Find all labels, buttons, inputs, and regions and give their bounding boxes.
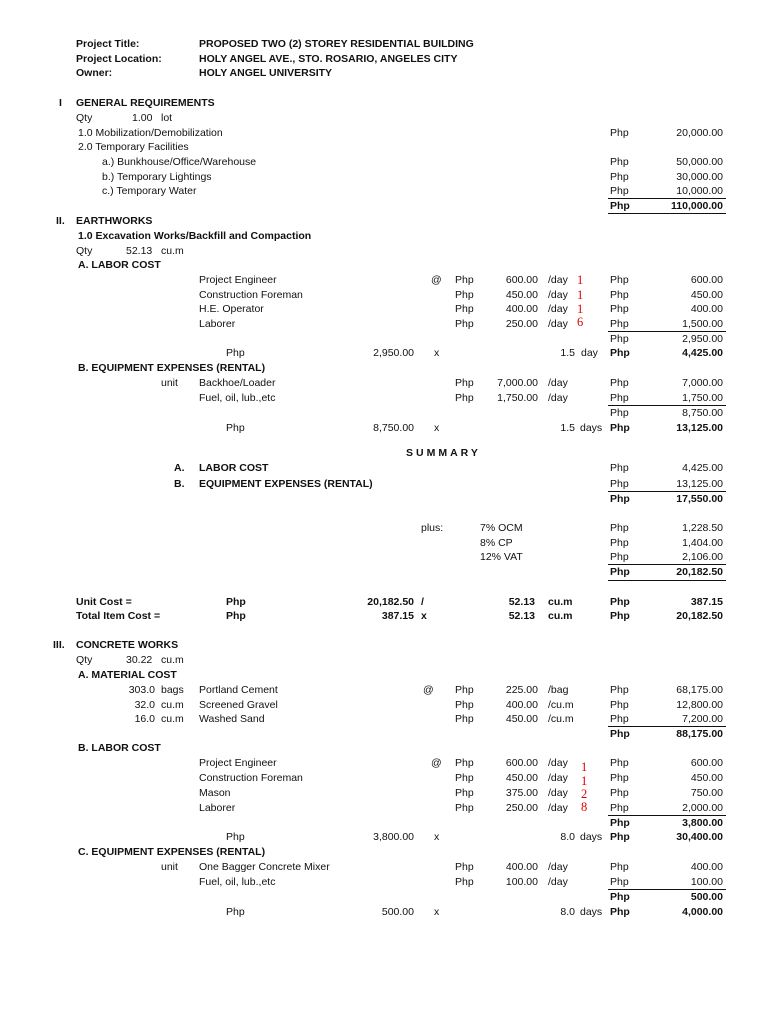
labor-name: Project Engineer <box>199 757 277 769</box>
section-1-title: GENERAL REQUIREMENTS <box>76 97 215 109</box>
section-2-subtitle: 1.0 Excavation Works/Backfill and Compaction <box>78 230 312 242</box>
section-3-title: CONCRETE WORKS <box>76 639 179 651</box>
summary-title: SUMMARY <box>406 447 481 459</box>
material-qty: 32.0 <box>134 699 155 711</box>
times-sign: x <box>434 347 440 359</box>
per-day: /day <box>548 787 568 799</box>
labor-rate: 450.00 <box>505 772 538 784</box>
equipment-subtotal: 500.00 <box>690 891 723 903</box>
summary-grand-total: 20,182.50 <box>676 566 723 578</box>
project-title-value: PROPOSED TWO (2) STOREY RESIDENTIAL BUILDING <box>199 38 474 50</box>
per-day: /day <box>548 392 568 404</box>
material-name: Portland Cement <box>199 684 278 696</box>
currency-label: Php <box>455 802 474 814</box>
currency-label: Php <box>610 817 630 829</box>
per-day: /day <box>548 318 568 330</box>
currency-label: Php <box>610 347 630 359</box>
vat-amount: 2,106.00 <box>682 551 723 563</box>
labor-amount: 450.00 <box>690 289 723 301</box>
material-rate: 225.00 <box>505 684 538 696</box>
labor-rate: 250.00 <box>505 318 538 330</box>
unit-cost-base: 20,182.50 <box>367 596 414 608</box>
material-name: Washed Sand <box>199 713 265 725</box>
mobilization-amount: 20,000.00 <box>676 127 723 139</box>
divider <box>608 331 726 332</box>
currency-label: Php <box>455 377 474 389</box>
currency-label: Php <box>610 289 629 301</box>
equipment-expenses-title: B. EQUIPMENT EXPENSES (RENTAL) <box>78 362 266 374</box>
divider <box>608 198 726 199</box>
currency-label: Php <box>455 684 474 696</box>
currency-label: Php <box>455 699 474 711</box>
section-3-qty: 30.22 <box>126 654 153 666</box>
section-3-number: III. <box>53 639 65 651</box>
mobilization-item: 1.0 Mobilization/Demobilization <box>78 127 223 139</box>
labor-count-mark: 1 <box>577 273 584 287</box>
currency-label: Php <box>226 422 245 434</box>
equipment-total: 4,000.00 <box>682 906 723 918</box>
labor-subtotal: 2,950.00 <box>682 333 723 345</box>
labor-rate: 600.00 <box>505 757 538 769</box>
equipment-name: Fuel, oil, lub.,etc <box>199 392 276 404</box>
material-unit: bags <box>161 684 184 696</box>
currency-label: Php <box>226 906 245 918</box>
times-sign: x <box>434 831 440 843</box>
day-unit: day <box>581 347 598 359</box>
total-item-cost-qty-unit: cu.m <box>548 610 573 622</box>
currency-label: Php <box>610 757 629 769</box>
material-qty: 16.0 <box>134 713 155 725</box>
labor-rate: 375.00 <box>505 787 538 799</box>
labor-name: H.E. Operator <box>199 303 264 315</box>
currency-label: Php <box>610 185 629 197</box>
summary-labor-label: LABOR COST <box>199 462 269 474</box>
ocm-label: 7% OCM <box>480 522 523 534</box>
currency-label: Php <box>610 493 630 505</box>
labor-amount: 450.00 <box>690 772 723 784</box>
labor-name: Construction Foreman <box>199 772 303 784</box>
unit-label: unit <box>161 861 178 873</box>
qty-label: Qty <box>76 654 93 666</box>
summary-equipment-label: EQUIPMENT EXPENSES (RENTAL) <box>199 478 373 490</box>
labor-count-mark: 8 <box>581 800 588 814</box>
per-day: /day <box>548 772 568 784</box>
per-day: /day <box>548 861 568 873</box>
summary-labor-amount: 4,425.00 <box>682 462 723 474</box>
material-rate: 400.00 <box>505 699 538 711</box>
cp-amount: 1,404.00 <box>682 537 723 549</box>
per-day: /day <box>548 303 568 315</box>
divide-sign: / <box>421 596 424 608</box>
labor-total: 30,400.00 <box>676 831 723 843</box>
days-unit: days <box>580 831 603 843</box>
labor-count-mark: 2 <box>581 787 588 801</box>
material-unit: cu.m <box>161 713 184 725</box>
labor-subtotal: 3,800.00 <box>682 817 723 829</box>
currency-label: Php <box>610 522 629 534</box>
material-per: /bag <box>548 684 569 696</box>
water-item: c.) Temporary Water <box>102 185 197 197</box>
days-unit: days <box>580 422 603 434</box>
labor-name: Project Engineer <box>199 274 277 286</box>
labor-count-mark: 1 <box>581 774 588 788</box>
equipment-days: 1.5 <box>560 422 575 434</box>
currency-label: Php <box>610 787 629 799</box>
currency-label: Php <box>610 422 630 434</box>
owner-value: HOLY ANGEL UNIVERSITY <box>199 67 333 79</box>
divider <box>608 580 726 581</box>
currency-label: Php <box>455 713 474 725</box>
currency-label: Php <box>610 728 630 740</box>
equipment-calc-base: 500.00 <box>381 906 414 918</box>
temporary-facilities-item: 2.0 Temporary Facilities <box>78 141 189 153</box>
currency-label: Php <box>455 876 474 888</box>
labor-amount: 600.00 <box>690 274 723 286</box>
labor-amount: 750.00 <box>690 787 723 799</box>
currency-label: Php <box>610 333 629 345</box>
divider <box>608 564 726 565</box>
per-day: /day <box>548 377 568 389</box>
currency-label: Php <box>610 861 629 873</box>
per-day: /day <box>548 289 568 301</box>
equipment-total: 13,125.00 <box>676 422 723 434</box>
currency-label: Php <box>610 596 630 608</box>
lightings-item: b.) Temporary Lightings <box>102 171 212 183</box>
equipment-rate: 7,000.00 <box>497 377 538 389</box>
labor-name: Laborer <box>199 802 236 814</box>
total-item-cost-base: 387.15 <box>381 610 414 622</box>
per-day: /day <box>548 802 568 814</box>
equipment-name: Backhoe/Loader <box>199 377 276 389</box>
labor-count-mark: 1 <box>581 760 588 774</box>
currency-label: Php <box>610 392 629 404</box>
material-per: /cu.m <box>548 713 574 725</box>
ocm-amount: 1,228.50 <box>682 522 723 534</box>
equipment-amount: 100.00 <box>690 876 723 888</box>
currency-label: Php <box>455 318 474 330</box>
equipment-amount: 1,750.00 <box>682 392 723 404</box>
section-2-qty: 52.13 <box>126 245 153 257</box>
currency-label: Php <box>610 802 629 814</box>
labor-calc-base: 3,800.00 <box>373 831 414 843</box>
project-location-label: Project Location: <box>76 53 162 65</box>
owner-label: Owner: <box>76 67 113 79</box>
total-item-cost-label: Total Item Cost = <box>76 610 161 622</box>
labor-count-mark: 6 <box>577 315 584 329</box>
unit-cost-label: Unit Cost = <box>76 596 132 608</box>
equipment-days: 8.0 <box>560 906 575 918</box>
labor-name: Construction Foreman <box>199 289 303 301</box>
section-2-number: II. <box>56 215 65 227</box>
labor-amount: 2,000.00 <box>682 802 723 814</box>
equipment-rate: 100.00 <box>505 876 538 888</box>
section-1-number: I <box>59 97 62 109</box>
material-amount: 7,200.00 <box>682 713 723 725</box>
section-3-qty-unit: cu.m <box>161 654 184 666</box>
qty-label: Qty <box>76 245 93 257</box>
at-sign: @ <box>431 757 442 769</box>
currency-label: Php <box>610 610 630 622</box>
currency-label: Php <box>610 156 629 168</box>
equipment-name: Fuel, oil, lub.,etc <box>199 876 276 888</box>
equipment-amount: 400.00 <box>690 861 723 873</box>
unit-cost-value: 387.15 <box>690 596 723 608</box>
labor-days: 8.0 <box>560 831 575 843</box>
currency-label: Php <box>610 891 630 903</box>
divider <box>608 726 726 727</box>
per-day: /day <box>548 274 568 286</box>
equipment-expenses-title: C. EQUIPMENT EXPENSES (RENTAL) <box>78 846 266 858</box>
equipment-rate: 400.00 <box>505 861 538 873</box>
labor-total: 4,425.00 <box>682 347 723 359</box>
currency-label: Php <box>610 566 630 578</box>
labor-amount: 600.00 <box>690 757 723 769</box>
currency-label: Php <box>610 200 630 212</box>
per-day: /day <box>548 876 568 888</box>
plus-label: plus: <box>421 522 444 534</box>
unit-cost-qty-unit: cu.m <box>548 596 573 608</box>
labor-cost-title: A. LABOR COST <box>78 259 161 271</box>
currency-label: Php <box>455 274 474 286</box>
material-total: 88,175.00 <box>676 728 723 740</box>
divider <box>608 405 726 406</box>
times-sign: x <box>421 610 427 622</box>
divider <box>608 889 726 890</box>
currency-label: Php <box>610 551 629 563</box>
labor-count-mark: 1 <box>577 288 584 302</box>
currency-label: Php <box>610 906 630 918</box>
currency-label: Php <box>610 462 629 474</box>
summary-equipment-amount: 13,125.00 <box>676 478 723 490</box>
material-amount: 68,175.00 <box>676 684 723 696</box>
currency-label: Php <box>610 407 629 419</box>
currency-label: Php <box>610 127 629 139</box>
currency-label: Php <box>610 537 629 549</box>
unit-label: unit <box>161 377 178 389</box>
section-2-qty-unit: cu.m <box>161 245 184 257</box>
currency-label: Php <box>610 699 629 711</box>
section-1-total: 110,000.00 <box>671 200 723 212</box>
labor-cost-title: B. LABOR COST <box>78 742 161 754</box>
summary-b-letter: B. <box>174 478 185 490</box>
times-sign: x <box>434 422 440 434</box>
currency-label: Php <box>455 392 474 404</box>
total-item-cost-value: 20,182.50 <box>676 610 723 622</box>
labor-amount: 400.00 <box>690 303 723 315</box>
currency-label: Php <box>455 757 474 769</box>
material-qty: 303.0 <box>128 684 155 696</box>
material-cost-title: A. MATERIAL COST <box>78 669 177 681</box>
labor-name: Mason <box>199 787 231 799</box>
divider <box>608 491 726 492</box>
material-amount: 12,800.00 <box>676 699 723 711</box>
project-location-value: HOLY ANGEL AVE., STO. ROSARIO, ANGELES CITY <box>199 53 458 65</box>
currency-label: Php <box>610 318 629 330</box>
currency-label: Php <box>610 772 629 784</box>
cp-label: 8% CP <box>480 537 513 549</box>
section-2-title: EARTHWORKS <box>76 215 153 227</box>
unit-cost-qty: 52.13 <box>508 596 535 608</box>
equipment-amount: 7,000.00 <box>682 377 723 389</box>
total-item-cost-qty: 52.13 <box>508 610 535 622</box>
equipment-rate: 1,750.00 <box>497 392 538 404</box>
currency-label: Php <box>226 347 245 359</box>
currency-label: Php <box>610 684 629 696</box>
per-day: /day <box>548 757 568 769</box>
currency-label: Php <box>455 772 474 784</box>
at-sign: @ <box>423 684 434 696</box>
material-unit: cu.m <box>161 699 184 711</box>
at-sign: @ <box>431 274 442 286</box>
labor-days: 1.5 <box>560 347 575 359</box>
currency-label: Php <box>455 861 474 873</box>
material-name: Screened Gravel <box>199 699 278 711</box>
qty-label: Qty <box>76 112 93 124</box>
labor-rate: 600.00 <box>505 274 538 286</box>
labor-name: Laborer <box>199 318 236 330</box>
currency-label: Php <box>226 831 245 843</box>
currency-label: Php <box>610 377 629 389</box>
currency-label: Php <box>226 596 246 608</box>
project-title-label: Project Title: <box>76 38 140 50</box>
equipment-name: One Bagger Concrete Mixer <box>199 861 330 873</box>
section-1-qty: 1.00 <box>132 112 153 124</box>
currency-label: Php <box>455 289 474 301</box>
currency-label: Php <box>610 274 629 286</box>
labor-rate: 450.00 <box>505 289 538 301</box>
vat-label: 12% VAT <box>480 551 523 563</box>
labor-rate: 400.00 <box>505 303 538 315</box>
currency-label: Php <box>610 713 629 725</box>
currency-label: Php <box>455 787 474 799</box>
labor-count-mark: 1 <box>577 302 584 316</box>
currency-label: Php <box>610 303 629 315</box>
summary-subtotal: 17,550.00 <box>676 493 723 505</box>
equipment-calc-base: 8,750.00 <box>373 422 414 434</box>
days-unit: days <box>580 906 603 918</box>
currency-label: Php <box>226 610 246 622</box>
summary-a-letter: A. <box>174 462 185 474</box>
bunkhouse-amount: 50,000.00 <box>676 156 723 168</box>
currency-label: Php <box>610 478 629 490</box>
divider <box>608 815 726 816</box>
currency-label: Php <box>610 876 629 888</box>
labor-amount: 1,500.00 <box>682 318 723 330</box>
currency-label: Php <box>455 303 474 315</box>
equipment-subtotal: 8,750.00 <box>682 407 723 419</box>
material-rate: 450.00 <box>505 713 538 725</box>
currency-label: Php <box>610 831 630 843</box>
divider <box>608 213 726 214</box>
section-1-qty-unit: lot <box>161 112 173 124</box>
labor-rate: 250.00 <box>505 802 538 814</box>
bunkhouse-item: a.) Bunkhouse/Office/Warehouse <box>102 156 257 168</box>
water-amount: 10,000.00 <box>676 185 723 197</box>
labor-calc-base: 2,950.00 <box>373 347 414 359</box>
lightings-amount: 30,000.00 <box>676 171 723 183</box>
times-sign: x <box>434 906 440 918</box>
material-per: /cu.m <box>548 699 574 711</box>
currency-label: Php <box>610 171 629 183</box>
